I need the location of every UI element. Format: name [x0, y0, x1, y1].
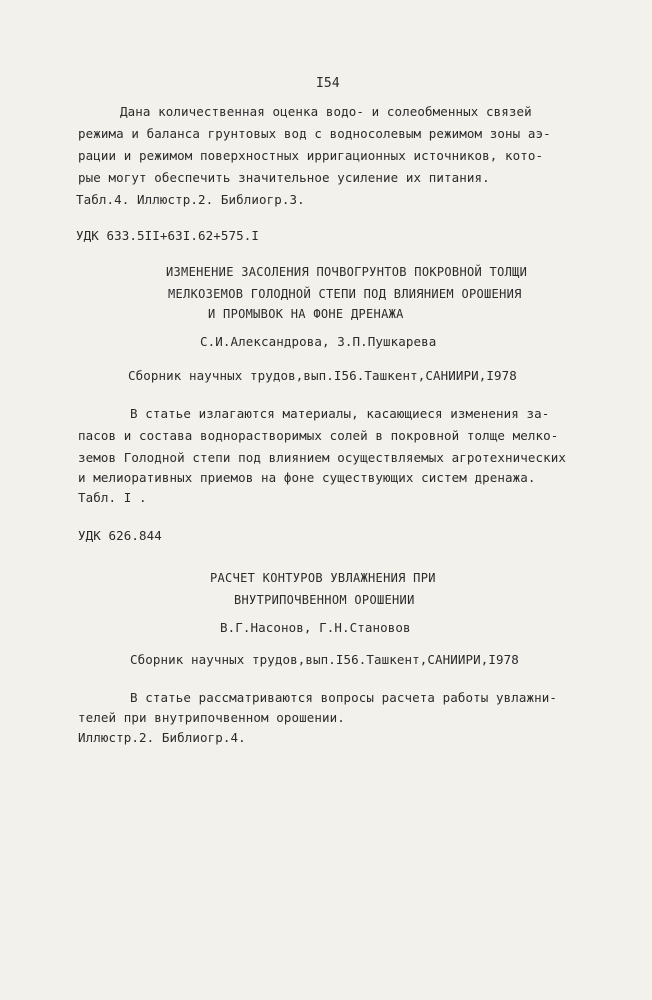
entry1-refs: Табл.4. Иллюстр.2. Библиогр.3.: [76, 192, 305, 207]
entry3-source: Сборник научных трудов,вып.I56.Ташкент,САНИИРИ,I978: [130, 652, 519, 667]
entry2-abstract-line-4: и мелиоративных приемов на фоне существующих систем дренажа.: [78, 470, 536, 485]
entry3-abstract-line-2: телей при внутрипочвенном орошении.: [78, 710, 345, 725]
entry1-abstract-line-4: рые могут обеспечить значительное усиление их питания.: [78, 170, 490, 185]
entry1-abstract-line-3: рации и режимом поверхностных ирригационных источников, кото-: [78, 148, 544, 163]
entry3-authors: В.Г.Насонов, Г.Н.Становов: [220, 620, 411, 635]
entry3-title-line-1: РАСЧЕТ КОНТУРОВ УВЛАЖНЕНИЯ ПРИ: [210, 571, 436, 585]
entry1-abstract-line-1: Дана количественная оценка водо- и солеобменных связей: [120, 104, 532, 119]
entry2-authors: С.И.Александрова, З.П.Пушкарева: [200, 334, 437, 349]
page-number: I54: [316, 76, 340, 91]
entry2-source: Сборник научных трудов,вып.I56.Ташкент,САНИИРИ,I978: [128, 368, 517, 383]
entry3-abstract-line-1: В статье рассматриваются вопросы расчета работы увлажни-: [130, 690, 558, 705]
entry3-refs: Иллюстр.2. Библиогр.4.: [78, 730, 246, 745]
entry2-refs: Табл. I .: [78, 490, 147, 505]
entry1-abstract-line-2: режима и баланса грунтовых вод с водносолевым режимом зоны аэ-: [78, 126, 551, 141]
entry3-udk: УДК 626.844: [78, 528, 162, 543]
entry3-title-line-2: ВНУТРИПОЧВЕННОМ ОРОШЕНИИ: [234, 593, 415, 607]
entry2-abstract-line-2: пасов и состава воднорастворимых солей в покровной толще мелко-: [78, 428, 559, 443]
entry2-abstract-line-3: земов Голодной степи под влиянием осуществляемых агротехнических: [78, 450, 567, 465]
entry2-title-line-2: МЕЛКОЗЕМОВ ГОЛОДНОЙ СТЕПИ ПОД ВЛИЯНИЕМ ОРОШЕНИЯ: [168, 287, 522, 301]
entry2-udk: УДК 633.5II+63I.62+575.I: [76, 228, 260, 243]
entry2-abstract-line-1: В статье излагаются материалы, касающиеся изменения за-: [130, 406, 550, 421]
entry2-title-line-3: И ПРОМЫВОК НА ФОНЕ ДРЕНАЖА: [208, 307, 404, 321]
entry2-title-line-1: ИЗМЕНЕНИЕ ЗАСОЛЕНИЯ ПОЧВОГРУНТОВ ПОКРОВНОЙ ТОЛЩИ: [166, 265, 528, 279]
